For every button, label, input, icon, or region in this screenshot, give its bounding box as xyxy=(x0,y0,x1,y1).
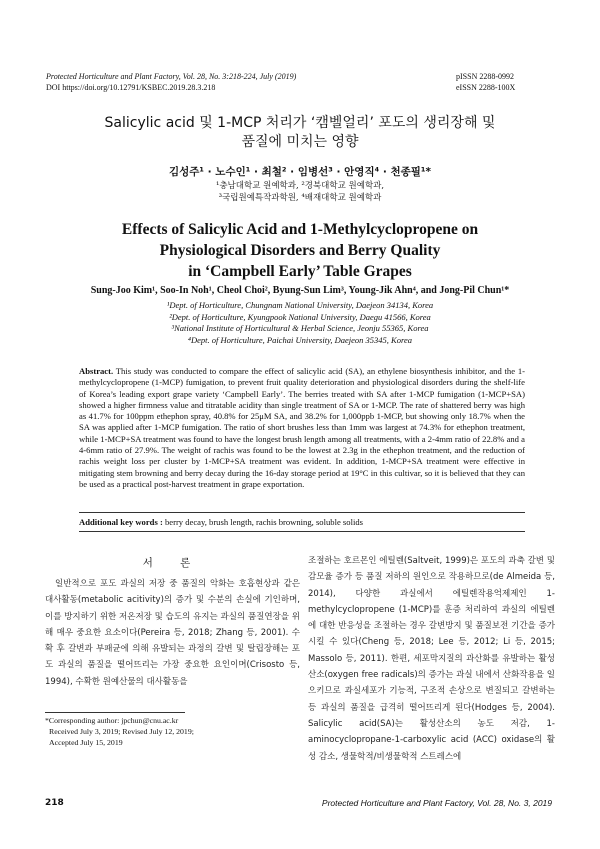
english-title-line-2: Physiological Disorders and Berry Quality xyxy=(159,242,441,259)
page-number: 218 xyxy=(45,798,64,808)
korean-title-line-1: Salicylic acid 및 1-MCP 처리가 ‘캠벨얼리’ 포도의 생리장해 및 xyxy=(104,115,496,131)
pissn: pISSN 2288-0992 xyxy=(456,72,515,81)
english-authors: Sung-Joo Kim¹, Soo-In Noh¹, Cheol Choi², Byung-Sun Lim³, Young-Jik Ahn⁴, and Jong-Pil Chun¹* xyxy=(90,285,510,296)
affiliation-1: ¹Dept. of Horticulture, Chungnam National University, Daejeon 34134, Korea xyxy=(166,300,434,310)
korean-affiliation-line-1: ¹충남대학교 원예학과, ²경북대학교 원예학과, xyxy=(215,181,385,191)
affiliation-3: ³National Institute of Horticultural & Herbal Science, Jeonju 55365, Korea xyxy=(171,323,429,333)
issn-block xyxy=(456,71,546,93)
footnote xyxy=(45,716,300,748)
body-right-column xyxy=(308,553,555,765)
affiliation-4: ⁴Dept. of Horticulture, Paichai University, Daejeon 35345, Korea xyxy=(187,334,412,345)
footer-journal-reference: Protected Horticulture and Plant Factory, Vol. 28, No. 3, 2019 xyxy=(321,798,552,808)
abstract-text: This study was conducted to compare the effect of salicylic acid (SA), an ethylene biosynthesis inhibitor, and the 1-methylcyclopropene (1-MCP) fumigation, to prevent fruit quality deterioration and physiological disorders during the shelf-life of Korea’s leading export grape variety ‘Campbell Early’. The berries treated with SA after 1-MCP fumigation (1-MCP+SA) showed a higher firmness value and titratable acidity than single treatment of SA or 1-MCP. The rate of shattered berry was high as 41.7% for 100ppm ethephon spray, 40.8% for 25μM SA, and 38.2% for 1,000ppb 1-MCP, but showing only 18.7% when the SA was applied after 1-MCP fumigation. The ratio of short brushes less than 1mm was largest at 74.3% for ethephon treatment, while 1-MCP+SA treatment was found to have the longest brush length among all treatments, with a 2-4mm ratio of 22.8% and a 4-6mm ratio of 27.9%. The weight of rachis was found to be the lowest at 2.3g in the ethephon treatment, and the reduction of rachis weight loss per cluster by 1-MCP+SA treatment was evident. In addition, 1-MCP+SA treatment were effective in mitigating stem browning and berry decay during the 16-day storage period at 19°C in this cultivar, so it is believed that they can be used as a practical post-harvest treatment in grape exportation. xyxy=(79,366,525,489)
keywords xyxy=(79,517,525,527)
body-left-column xyxy=(45,576,300,690)
english-title-line-3: in ‘Campbell Early’ Table Grapes xyxy=(188,263,412,280)
received-date: Received July 3, 2019; Revised July 12, 2019; xyxy=(49,726,194,736)
korean-affiliations xyxy=(0,180,600,204)
eissn: eISSN 2288-100X xyxy=(456,83,516,92)
abstract-label: Abstract. xyxy=(79,366,114,376)
section-title-introduction: 서 론 xyxy=(142,557,203,569)
korean-title xyxy=(0,114,600,152)
english-affiliations xyxy=(0,300,600,346)
divider-top xyxy=(79,512,525,513)
korean-authors: 김성주¹ · 노수인¹ · 최철² · 임병선³ · 안영직⁴ · 천종필¹* xyxy=(168,166,431,178)
divider-bottom xyxy=(79,531,525,532)
english-title xyxy=(0,219,600,282)
keywords-label: Additional key words : xyxy=(79,517,163,527)
doi-line: DOI https://doi.org/10.12791/KSBEC.2019.28.3.218 xyxy=(46,83,216,92)
journal-citation: Protected Horticulture and Plant Factory, Vol. 28, No. 3:218-224, July (2019) xyxy=(46,72,297,81)
corresponding-author: *Corresponding author: jpchun@cnu.ac.kr xyxy=(45,716,179,725)
english-title-line-1: Effects of Salicylic Acid and 1-Methylcyclopropene on xyxy=(121,221,479,238)
body-paragraph-left: 일반적으로 포도 과실의 저장 중 품질의 악화는 호흡현상과 같은 대사활동(metabolic acitivity)의 증가 및 수분의 손실에 기인하며, 이를 방지하기 위한 저온저장 및 습도의 유지는 과실의 품질연장을 위해 매우 중요한 요소이다(Pereira 등, 2018; Zhang 등, 2001). 수확 후 갈변과 부패균에 의해 유발되는 과정의 갈변 및 탈립장해는 포도 과실의 품질을 떨어뜨리는 가장 중요한 요인이며(Crisosto 등, 1994), 수확한 원예산물의 대사활동을 xyxy=(45,579,300,687)
journal-header xyxy=(46,71,376,93)
korean-title-line-2: 품질에 미치는 영향 xyxy=(241,134,359,150)
body-paragraph-right: 조절하는 호르몬인 에틸렌(Saltveit, 1999)은 포도의 과축 갈변 및 감모율 증가 등 품질 저하의 원인으로 작용하므로(de Almeida 등, 2014), 다양한 과실에서 에틸렌작용억제제인 1-methylcyclopropene (1-MCP)를 훈증 처리하여 과실의 에틸렌에 대한 반응성을 조절하는 경우 갈변방지 및 품질보전 기간을 증가시킬 수 있다(Cheng 등, 2018; Lee 등, 2012; Li 등, 2015; Massolo 등, 2011). 한편, 세포막지질의 과산화를 유발하는 활성산소(oxygen free radicals)의 증가는 과실 내에서 산화작용을 일으키므로 과실세포가 기능적, 구조적 손상으로 변질되고 갈변하는 등 과실의 품질을 급격히 떨어뜨리게 된다(Hodges 등, 2004). Salicylic acid(SA)는 활성산소의 농도 저감, 1-aminocyclopropane-1-carboxylic acid (ACC) oxidase의 활성 감소, 생물학적/비생물학적 스트레스에 xyxy=(308,556,555,762)
korean-affiliation-line-2: ³국립원예특작과학원, ⁴배재대학교 원예학과 xyxy=(218,193,382,203)
abstract xyxy=(79,366,525,490)
footnote-divider xyxy=(45,712,185,713)
accepted-date: Accepted July 15, 2019 xyxy=(49,737,123,747)
affiliation-2: ²Dept. of Horticulture, Kyungpook National University, Daegu 41566, Korea xyxy=(169,311,431,322)
keywords-text: berry decay, brush length, rachis browning, soluble solids xyxy=(164,517,363,527)
